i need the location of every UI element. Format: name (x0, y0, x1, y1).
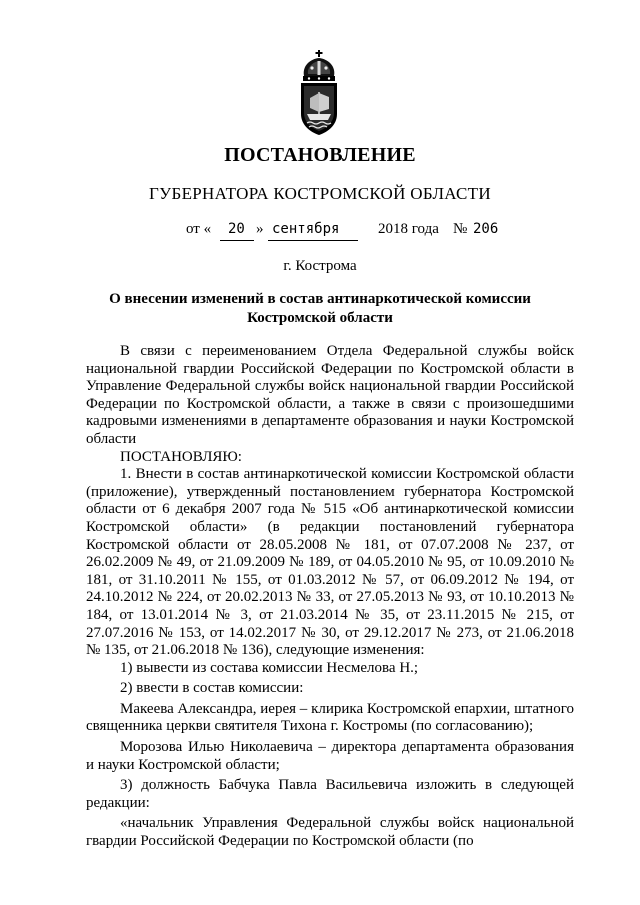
coat-of-arms-icon (298, 50, 340, 136)
resolve-paragraph: ПОСТАНОВЛЯЮ: (120, 448, 242, 465)
heading-line-1: О внесении изменений в состав антинаркотической комиссии (109, 291, 531, 307)
subitem-3-paragraph: 3) должность Бабчука Павла Васильевича изложить в следующей редакции: (86, 777, 574, 811)
number-label: № (453, 221, 468, 237)
intro-paragraph: В связи с переименованием Отдела Федеральной службы войск национальной гвардии Российской Федерации по Костромской области в Управление Федеральной службы войск национальной гвардии Российской Федерации по Костромской области, а также в связи с произошедшими кадровыми изменениями в департаменте образования и науки Костромской области (86, 343, 574, 447)
date-prefix: от « (186, 221, 212, 237)
heading-line-2: Костромской области (247, 310, 393, 326)
document-city: г. Кострома (283, 258, 357, 274)
date-year: 2018 года (378, 221, 439, 237)
document-number: 206 (473, 221, 499, 237)
date-number-line (186, 221, 499, 243)
document-subtitle: ГУБЕРНАТОРА КОСТРОМСКОЙ ОБЛАСТИ (149, 184, 491, 203)
date-month: сентября (272, 221, 340, 237)
day-underline (220, 240, 254, 241)
subitem-1-paragraph: 1) вывести из состава комиссии Несмелова Н.; (120, 659, 419, 676)
new-member-2-paragraph: Морозова Илью Николаевича – директора департамента образования и науки Костромской области; (86, 739, 574, 773)
subitem-2-paragraph: 2) ввести в состав комиссии: (120, 680, 304, 697)
date-quote-close: » (256, 221, 264, 237)
document-body (86, 343, 574, 851)
item-1-paragraph: 1. Внести в состав антинаркотической комиссии Костромской области (приложение), утвержденный постановлением губернатора Костромской области от 6 декабря 2007 года № 515 «Об антинаркотической комиссии Костромской области» (в редакции постановлений губернатора Костромской области от 28.05.2008 № 181, от 07.07.2008 № 237, от 26.02.2009 № 49, от 21.09.2009 № 189, от 04.05.2010 № 95, от 10.09.2010 № 181, от 31.10.2011 № 155, от 01.03.2012 № 57, от 06.09.2012 № 194, от 24.10.2012 № 224, от 20.02.2013 № 33, от 27.05.2013 № 93, от 10.10.2013 № 184, от 13.01.2014 № 3, от 21.03.2014 № 35, от 23.11.2015 № 215, от 27.07.2016 № 153, от 14.02.2017 № 30, от 29.12.2017 № 273, от 21.06.2018 № 135, от 21.06.2018 № 136), следующие изменения: (86, 466, 574, 659)
document-heading (90, 290, 550, 328)
new-position-paragraph: «начальник Управления Федеральной службы войск национальной гвардии Российской Федерации по Костромской области (по (86, 815, 574, 850)
date-day: 20 (228, 221, 245, 237)
month-underline (268, 240, 358, 241)
document-title: ПОСТАНОВЛЕНИЕ (224, 144, 416, 166)
new-member-1-paragraph: Макеева Александра, иерея – клирика Костромской епархии, штатного священника церкви святителя Тихона г. Костромы (по согласованию); (86, 700, 574, 735)
